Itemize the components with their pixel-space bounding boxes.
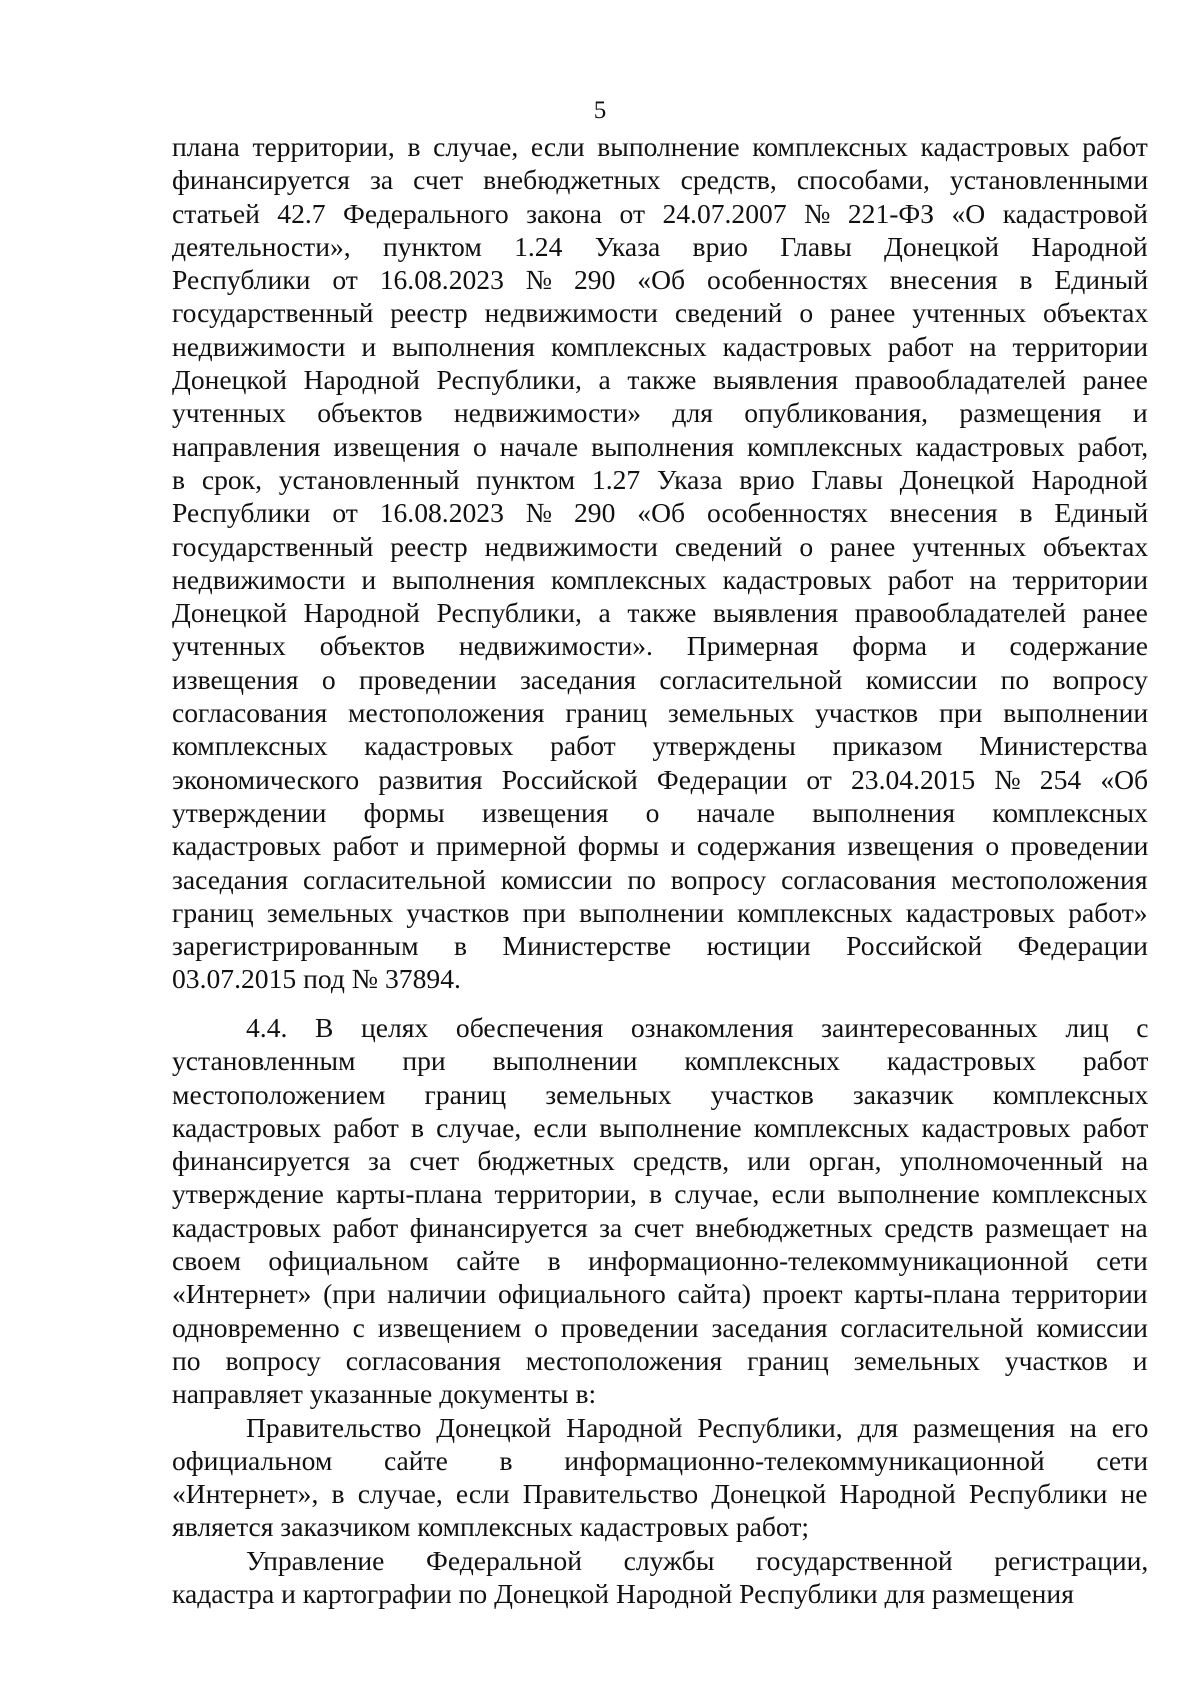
paragraph-government bbox=[172, 1411, 1148, 1544]
text-line: кадастровых работ и примерной формы и содержания извещения о проведении bbox=[172, 830, 1149, 862]
text-line: экономического развития Российской Федерации от 23.04.2015 № 254 «Об bbox=[172, 763, 1149, 795]
text-line: официальном сайте в информационно-телекоммуникационной сети bbox=[172, 1444, 1148, 1476]
text-line: одновременно с извещением о проведении заседания согласительной комиссии bbox=[172, 1311, 1148, 1343]
text-line: недвижимости и выполнения комплексных кадастровых работ на территории bbox=[172, 330, 1148, 362]
section-4-4 bbox=[172, 1011, 1148, 1610]
text-line: по вопросу согласования местоположения границ земельных участков и bbox=[172, 1344, 1148, 1376]
text-line: Управление Федеральной службы государственной регистрации, bbox=[246, 1544, 1149, 1576]
text-line: извещения о проведении заседания согласительной комиссии по вопросу bbox=[172, 663, 1148, 695]
text-line: учтенных объектов недвижимости». Примерная форма и содержание bbox=[172, 630, 1148, 662]
paragraph-4-4 bbox=[172, 1011, 1148, 1411]
text-line: статьей 42.7 Федерального закона от 24.07.2007 № 221-ФЗ «О кадастровой bbox=[172, 197, 1148, 229]
text-line: направляет указанные документы в: bbox=[172, 1378, 597, 1410]
text-line: кадастра и картографии по Донецкой Народной Республики для размещения bbox=[172, 1578, 1074, 1610]
text-line: деятельности», пунктом 1.24 Указа врио Главы Донецкой Народной bbox=[172, 230, 1148, 262]
text-line: является заказчиком комплексных кадастровых работ; bbox=[172, 1511, 810, 1543]
text-line: утверждении формы извещения о начале выполнения комплексных bbox=[172, 796, 1148, 828]
text-line: государственный реестр недвижимости сведений о ранее учтенных объектах bbox=[172, 297, 1149, 329]
text-line: согласования местоположения границ земельных участков при выполнении bbox=[172, 697, 1149, 729]
paragraph-cadastral-notice bbox=[172, 130, 1148, 996]
text-line: Республики от 16.08.2023 № 290 «Об особенностях внесения в Единый bbox=[172, 497, 1149, 529]
text-line: Правительство Донецкой Народной Республики, для размещения на его bbox=[246, 1411, 1149, 1443]
page-number: 5 bbox=[593, 97, 607, 124]
text-line: утверждение карты-плана территории, в случае, если выполнение комплексных bbox=[172, 1178, 1148, 1210]
text-line: своем официальном сайте в информационно-телекоммуникационной сети bbox=[172, 1245, 1148, 1277]
text-line: Республики от 16.08.2023 № 290 «Об особенностях внесения в Единый bbox=[172, 264, 1149, 296]
text-line: учтенных объектов недвижимости» для опубликования, размещения и bbox=[172, 397, 1148, 429]
text-line: «Интернет», в случае, если Правительство Донецкой Народной Республики не bbox=[172, 1478, 1148, 1510]
text-line: «Интернет» (при наличии официального сайта) проект карты-плана территории bbox=[172, 1278, 1148, 1310]
text-line: финансируется за счет внебюджетных средств, способами, установленными bbox=[172, 164, 1149, 196]
paragraph-rosreestr bbox=[172, 1544, 1148, 1611]
text-line: государственный реестр недвижимости сведений о ранее учтенных объектах bbox=[172, 530, 1149, 562]
text-line: заседания согласительной комиссии по вопросу согласования местоположения bbox=[172, 863, 1148, 895]
text-line: кадастровых работ в случае, если выполнение комплексных кадастровых работ bbox=[172, 1111, 1149, 1143]
text-line: комплексных кадастровых работ утверждены приказом Министерства bbox=[172, 730, 1148, 762]
text-line: установленным при выполнении комплексных кадастровых работ bbox=[172, 1045, 1149, 1077]
text-line: финансируется за счет бюджетных средств, или орган, уполномоченный на bbox=[172, 1145, 1149, 1177]
text-line: Донецкой Народной Республики, а также выявления правообладателей ранее bbox=[172, 364, 1148, 396]
text-line: зарегистрированным в Министерстве юстиции Российской Федерации bbox=[172, 930, 1148, 962]
text-line: местоположением границ земельных участков заказчик комплексных bbox=[172, 1078, 1149, 1110]
text-line: границ земельных участков при выполнении комплексных кадастровых работ» bbox=[172, 896, 1148, 928]
text-line: в срок, установленный пунктом 1.27 Указа врио Главы Донецкой Народной bbox=[172, 463, 1148, 495]
text-line: Донецкой Народной Республики, а также выявления правообладателей ранее bbox=[172, 597, 1148, 629]
text-line: недвижимости и выполнения комплексных кадастровых работ на территории bbox=[172, 563, 1148, 595]
text-line: плана территории, в случае, если выполнение комплексных кадастровых работ bbox=[172, 131, 1148, 162]
text-line: 03.07.2015 под № 37894. bbox=[172, 963, 461, 995]
text-line: направления извещения о начале выполнения комплексных кадастровых работ, bbox=[172, 430, 1149, 462]
text-line: 4.4. В целях обеспечения ознакомления заинтересованных лиц с bbox=[246, 1012, 1149, 1043]
text-line: кадастровых работ финансируется за счет внебюджетных средств размещает на bbox=[172, 1211, 1148, 1243]
